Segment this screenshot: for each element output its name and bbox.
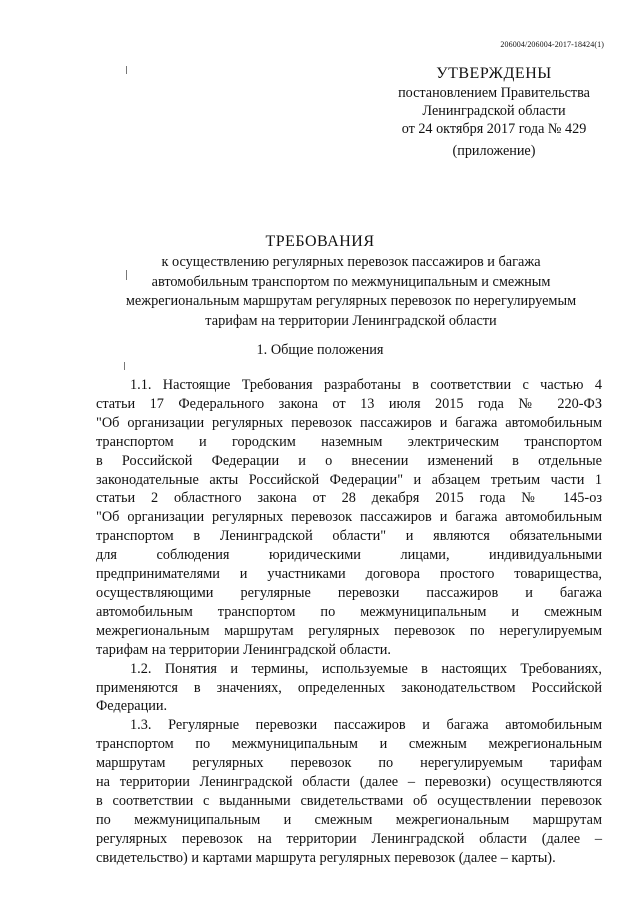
paragraph-line: регулярных перевозок на территории Ленинградской области (далее – [96, 830, 602, 847]
subtitle-line: к осуществлению регулярных перевозок пассажиров и багажа [161, 254, 541, 270]
paragraph-line: 1.1. Настоящие Требования разработаны в соответствии с частью 4 [130, 377, 602, 393]
paragraph-line: "Об организации регулярных перевозок пассажиров и багажа автомобильным [96, 414, 602, 431]
paragraph-1 [96, 376, 602, 660]
paragraph-line: предпринимателями и участниками договора простого товарищества, [96, 566, 602, 583]
approval-line-1: постановлением Правительства [398, 85, 590, 101]
approval-line-2: Ленинградской области [422, 103, 566, 119]
section-heading: 1. Общие положения [256, 342, 384, 358]
paragraph-line: свидетельство) и картами маршрута регулярных перевозок (далее – карты). [96, 849, 556, 866]
paragraph-line: "Об организации регулярных перевозок пассажиров и багажа автомобильным [96, 509, 602, 526]
paragraph-line: транспортом и городским наземным электрическим транспортом [96, 433, 602, 450]
paragraph-line: применяются в значениях, определенных законодательством Российской [96, 679, 602, 696]
paragraph-line: автомобильным транспортом по межмуниципальным и смежным [96, 603, 602, 620]
paragraph-line: по межмуниципальным и смежным межрегиональным маршрутам [96, 811, 602, 828]
document-subtitle [96, 253, 606, 331]
subtitle-line: тарифам на территории Ленинградской области [205, 312, 497, 329]
scan-mark [126, 66, 127, 74]
paragraph-line: тарифам на территории Ленинградской области. [96, 641, 391, 658]
paragraph-line: осуществляющими регулярные перевозки пассажиров и багажа [96, 584, 602, 601]
document-body [96, 376, 602, 868]
subtitle-line: межрегиональным маршрутам регулярных перевозок по нерегулируемым [125, 293, 577, 309]
paragraph-2 [96, 660, 602, 717]
document-id: 206004/206004-2017-18424(1) [500, 40, 604, 49]
scan-mark [124, 362, 125, 370]
approval-stamp [380, 64, 608, 160]
paragraph-line: статьи 2 областного закона от 28 декабря 2015 года № 145-оз [96, 490, 602, 507]
document-title: ТРЕБОВАНИЯ [265, 233, 375, 250]
paragraph-line: для соблюдения юридическими лицами, индивидуальными [96, 547, 602, 564]
approval-line-3: от 24 октября 2017 года № 429 [401, 121, 587, 137]
paragraph-line: транспортом по межмуниципальным и смежным межрегиональным [96, 736, 602, 753]
approval-heading: УТВЕРЖДЕНЫ [436, 65, 552, 82]
paragraph-line: маршрутам регулярных перевозок по нерегулируемым тарифам [96, 755, 602, 772]
paragraph-line: 1.3. Регулярные перевозки пассажиров и багажа автомобильным [130, 717, 602, 734]
paragraph-line: в Российской Федерации и о внесении изменений в отдельные [96, 452, 602, 469]
paragraph-line: 1.2. Понятия и термины, используемые в настоящих Требованиях, [130, 660, 602, 677]
paragraph-3 [96, 716, 602, 867]
paragraph-line: транспортом в Ленинградской области" и являются обязательными [96, 528, 602, 545]
paragraph-line: на территории Ленинградской области (далее – перевозки) осуществляются [96, 774, 602, 791]
approval-note: (приложение) [452, 143, 536, 159]
paragraph-line: в соответствии с выданными свидетельствами об осуществлении перевозок [96, 792, 602, 809]
paragraph-line: межрегиональным маршрутам регулярных перевозок по нерегулируемым [96, 622, 602, 639]
paragraph-line: Федерации. [96, 698, 168, 715]
scan-mark [126, 270, 127, 280]
paragraph-line: статьи 17 Федерального закона от 13 июля 2015 года № 220-ФЗ [96, 395, 602, 412]
subtitle-line: автомобильным транспортом по межмуниципальным и смежным [151, 273, 551, 290]
paragraph-line: законодательные акты Российской Федерации" и абзацем третьим части 1 [96, 471, 602, 488]
